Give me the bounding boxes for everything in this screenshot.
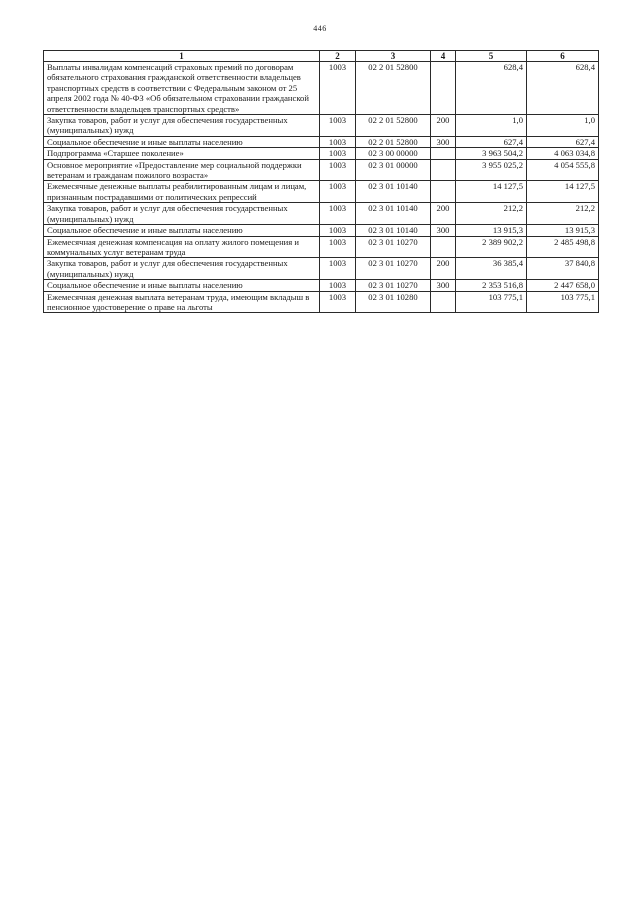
amount-col6-cell: 14 127,5 (527, 181, 599, 203)
budget-table (43, 50, 599, 313)
amount-col6-cell: 37 840,8 (527, 258, 599, 280)
amount-col5-cell: 212,2 (456, 203, 527, 225)
expense-type-cell (431, 62, 456, 115)
target-code-cell: 02 2 01 52800 (356, 136, 431, 147)
expense-type-cell: 200 (431, 203, 456, 225)
table-row (44, 203, 599, 225)
target-code-cell: 02 2 01 52800 (356, 62, 431, 115)
description-cell: Подпрограмма «Старшее поколение» (44, 148, 320, 159)
amount-col6-cell: 2 447 658,0 (527, 280, 599, 291)
amount-col5-cell: 2 353 516,8 (456, 280, 527, 291)
description-cell: Закупка товаров, работ и услуг для обеспечения государственных (муниципальных) нужд (44, 258, 320, 280)
header-col-6: 6 (527, 51, 599, 62)
table-row (44, 136, 599, 147)
section-cell: 1003 (320, 136, 356, 147)
expense-type-cell: 200 (431, 258, 456, 280)
page-number: 446 (313, 24, 327, 33)
amount-col5-cell: 627,4 (456, 136, 527, 147)
description-cell: Социальное обеспечение и иные выплаты населению (44, 225, 320, 236)
header-col-5: 5 (456, 51, 527, 62)
table-row (44, 62, 599, 115)
section-cell: 1003 (320, 203, 356, 225)
section-cell: 1003 (320, 225, 356, 236)
amount-col6-cell: 1,0 (527, 115, 599, 137)
table-row (44, 225, 599, 236)
table-row (44, 159, 599, 181)
expense-type-cell: 300 (431, 280, 456, 291)
amount-col5-cell: 103 775,1 (456, 291, 527, 313)
table-row (44, 280, 599, 291)
amount-col6-cell: 4 054 555,8 (527, 159, 599, 181)
target-code-cell: 02 3 01 10270 (356, 258, 431, 280)
expense-type-cell: 300 (431, 136, 456, 147)
amount-col5-cell: 13 915,3 (456, 225, 527, 236)
expense-type-cell (431, 181, 456, 203)
amount-col5-cell: 628,4 (456, 62, 527, 115)
table-row (44, 181, 599, 203)
section-cell: 1003 (320, 115, 356, 137)
expense-type-cell (431, 291, 456, 313)
expense-type-cell (431, 148, 456, 159)
amount-col5-cell: 3 963 504,2 (456, 148, 527, 159)
description-cell: Закупка товаров, работ и услуг для обеспечения государственных (муниципальных) нужд (44, 115, 320, 137)
description-cell: Ежемесячная денежная выплата ветеранам труда, имеющим вкладыш в пенсионное удостоверение о праве на льготы (44, 291, 320, 313)
description-cell: Ежемесячные денежные выплаты реабилитированным лицам и лицам, признанным пострадавшими от политических репрессий (44, 181, 320, 203)
target-code-cell: 02 3 01 00000 (356, 159, 431, 181)
header-col-4: 4 (431, 51, 456, 62)
table-row (44, 115, 599, 137)
amount-col6-cell: 212,2 (527, 203, 599, 225)
table-row (44, 291, 599, 313)
header-col-3: 3 (356, 51, 431, 62)
header-row (44, 51, 599, 62)
expense-type-cell: 300 (431, 225, 456, 236)
amount-col6-cell: 103 775,1 (527, 291, 599, 313)
table-row (44, 236, 599, 258)
amount-col6-cell: 13 915,3 (527, 225, 599, 236)
target-code-cell: 02 2 01 52800 (356, 115, 431, 137)
table-row (44, 258, 599, 280)
amount-col6-cell: 627,4 (527, 136, 599, 147)
header-col-1: 1 (44, 51, 320, 62)
amount-col5-cell: 1,0 (456, 115, 527, 137)
section-cell: 1003 (320, 236, 356, 258)
target-code-cell: 02 3 01 10270 (356, 280, 431, 291)
description-cell: Основное мероприятие «Предоставление мер социальной поддержки ветеранам и гражданам пожилого возраста» (44, 159, 320, 181)
section-cell: 1003 (320, 258, 356, 280)
amount-col5-cell: 2 389 902,2 (456, 236, 527, 258)
section-cell: 1003 (320, 159, 356, 181)
amount-col6-cell: 628,4 (527, 62, 599, 115)
expense-type-cell (431, 236, 456, 258)
section-cell: 1003 (320, 181, 356, 203)
description-cell: Закупка товаров, работ и услуг для обеспечения государственных (муниципальных) нужд (44, 203, 320, 225)
description-cell: Выплаты инвалидам компенсаций страховых премий по договорам обязательного страхования гражданской ответственности владельцев транспортных средств в соответствии с Федеральным законом от 25 апреля 2002 года № 40-ФЗ «Об обязательном страховании гражданской ответственности владельцев транспортных средств» (44, 62, 320, 115)
expense-type-cell (431, 159, 456, 181)
section-cell: 1003 (320, 62, 356, 115)
table-row (44, 148, 599, 159)
section-cell: 1003 (320, 280, 356, 291)
amount-col5-cell: 36 385,4 (456, 258, 527, 280)
target-code-cell: 02 3 00 00000 (356, 148, 431, 159)
target-code-cell: 02 3 01 10140 (356, 181, 431, 203)
expense-type-cell: 200 (431, 115, 456, 137)
target-code-cell: 02 3 01 10280 (356, 291, 431, 313)
section-cell: 1003 (320, 148, 356, 159)
target-code-cell: 02 3 01 10140 (356, 225, 431, 236)
description-cell: Социальное обеспечение и иные выплаты населению (44, 280, 320, 291)
amount-col5-cell: 14 127,5 (456, 181, 527, 203)
target-code-cell: 02 3 01 10270 (356, 236, 431, 258)
target-code-cell: 02 3 01 10140 (356, 203, 431, 225)
section-cell: 1003 (320, 291, 356, 313)
description-cell: Ежемесячная денежная компенсация на оплату жилого помещения и коммунальных услуг ветеранам труда (44, 236, 320, 258)
header-col-2: 2 (320, 51, 356, 62)
amount-col6-cell: 4 063 034,8 (527, 148, 599, 159)
amount-col5-cell: 3 955 025,2 (456, 159, 527, 181)
description-cell: Социальное обеспечение и иные выплаты населению (44, 136, 320, 147)
amount-col6-cell: 2 485 498,8 (527, 236, 599, 258)
